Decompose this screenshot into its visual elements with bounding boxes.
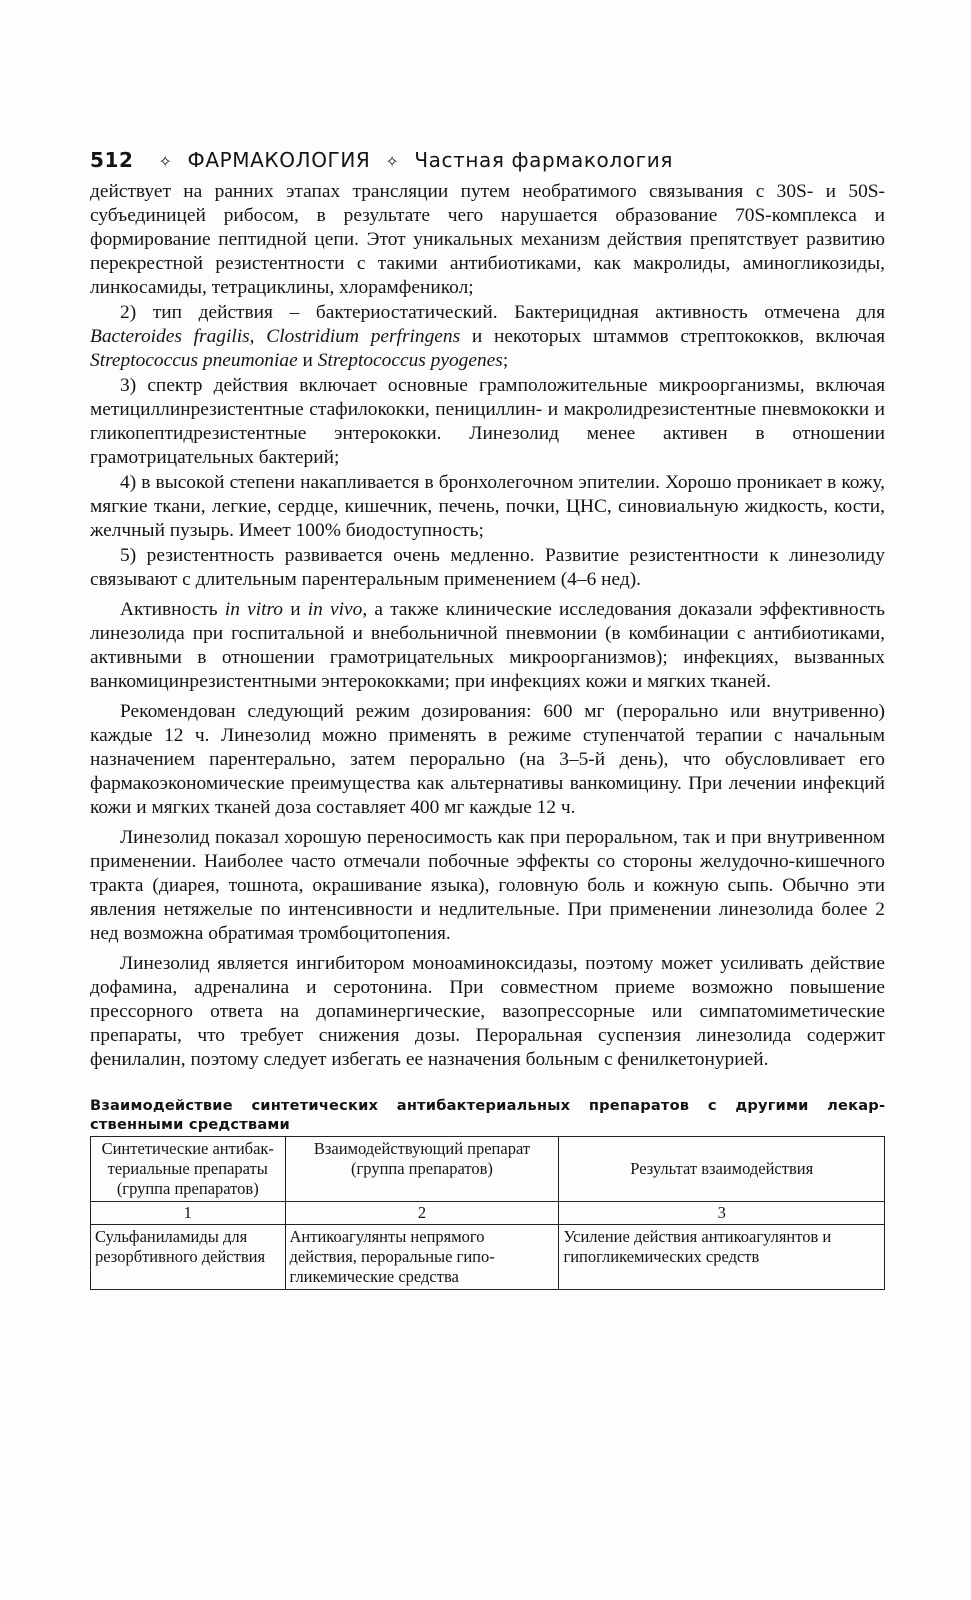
- column-number-row: [91, 1202, 885, 1225]
- paragraph-dosing: Рекомендован следующий режим дозирования: 600 мг (перорально или внутривенно) каждые 12 ч. Линезолид можно применять в режиме ступенчатой терапии с начальным назначением парентерально, затем перорально (на 3–5-й день), что обусловливает его фармакоэкономические преимущества как альтернативы ванкомицину. При лечении инфекций кожи и мягких тканей доза составляет 400 мг каждые 12 ч.: [90, 701, 885, 818]
- column-header-result: Результат взаимодействия: [559, 1137, 885, 1202]
- column-number: 1: [91, 1202, 286, 1225]
- table-cell: Антикоагулянты непрямого действия, пероральные гипогликемические средства: [285, 1225, 559, 1290]
- table-cell: Усиление действия антикоагулянтов и гипогликемических средств: [559, 1225, 885, 1290]
- paragraph-item-2: 2) тип действия – бактериостатический. Бактерицидная активность отмечена для Bacteroides fragilis, Clostridium perfringens и некоторых штаммов стрептококков, включая Streptococcus pneumoniae и Streptococcus pyogenes;: [90, 302, 885, 371]
- paragraph-item-4: 4) в высокой степени накапливается в бронхолегочном эпителии. Хорошо проникает в кожу, мягкие ткани, легкие, сердце, кишечник, печень, почки, ЦНС, синовиальную жидкость, кости, желчный пузырь. Имеет 100% биодоступность;: [90, 472, 885, 541]
- table-caption: Взаимодействие синтетических антибактериальных препаратов с другими лекарственными средствами: [90, 1097, 885, 1133]
- interactions-table: [90, 1136, 885, 1290]
- table-header-row: [91, 1137, 885, 1202]
- paragraph-item-5: 5) резистентность развивается очень медленно. Развитие резистентности к линезолиду связывают с длительным парентеральным применением (4–6 нед).: [90, 545, 885, 590]
- paragraph-item-3: 3) спектр действия включает основные грамположительные микроорганизмы, включая метициллинрезистентные стафилококки, пенициллин- и макролидрезистентные пневмококки и гликопептидрезистентные энтерококки. Линезолид менее активен в отношении грамотрицательных бактерий;: [90, 375, 885, 468]
- paragraph-continuation: действует на ранних этапах трансляции путем необратимого связывания с 30S- и 50S-субъединицей рибосом, в результате чего нарушается образование 70S-комплекса и формирование пептидной цепи. Этот уникальных механизм действия препятствует развитию перекрестной резистентности с такими антибиотиками, как макролиды, аминогликозиды, линкосамиды, тетрациклины, хлорамфеникол;: [90, 181, 886, 298]
- table-cell: Сульфаниламиды для резорбтивного действия: [91, 1225, 286, 1290]
- body-text: [90, 180, 885, 1072]
- running-head: [90, 148, 885, 172]
- column-header-synthetic-drugs: Синтетические антибактериальные препараты (группа препаратов): [91, 1137, 286, 1202]
- diamond-separator-icon: ✧: [385, 152, 400, 171]
- table-row: [91, 1225, 885, 1290]
- column-number: 2: [285, 1202, 559, 1225]
- paragraph-activity: Активность in vitro и in vivo, а также клинические исследования доказали эффективность линезолида при госпитальной и внебольничной пневмонии (в комбинации с антибиотиками, активными в отношении грамотрицательных микроорганизмов); инфекциях, вызванных ванкомицинрезистентными энтерококками; при инфекциях кожи и мягких тканей.: [90, 599, 886, 692]
- book-title: ФАРМАКОЛОГИЯ: [187, 148, 371, 172]
- paragraph-tolerability: Линезолид показал хорошую переносимость как при пероральном, так и при внутривенном применении. Наиболее часто отмечали побочные эффекты со стороны желудочно-кишечного тракта (диарея, тошнота, окрашивание языка), головную боль и кожную сыпь. Обычно эти явления нетяжелые по интенсивности и недлительные. При применении линезолида более 2 нед возможна обратимая тромбоцитопения.: [90, 827, 885, 944]
- column-header-interacting-drug: Взаимодействующий препарат (группа препаратов): [285, 1137, 559, 1202]
- column-number: 3: [559, 1202, 885, 1225]
- section-title: Частная фармакология: [414, 148, 673, 172]
- paragraph-mao-inhibitor: Линезолид является ингибитором моноаминоксидазы, поэтому может усиливать действие дофамина, адреналина и серотонина. При совместном приеме возможно повышение прессорного ответа на допаминергические, вазопрессорные или симпатомиметические препараты, что требует снижения дозы. Пероральная суспензия линезолида содержит фенилалин, поэтому следует избегать ее назначения больным с фенилкетонурией.: [90, 953, 885, 1070]
- diamond-separator-icon: ✧: [158, 152, 173, 171]
- page-number: 512: [90, 148, 134, 172]
